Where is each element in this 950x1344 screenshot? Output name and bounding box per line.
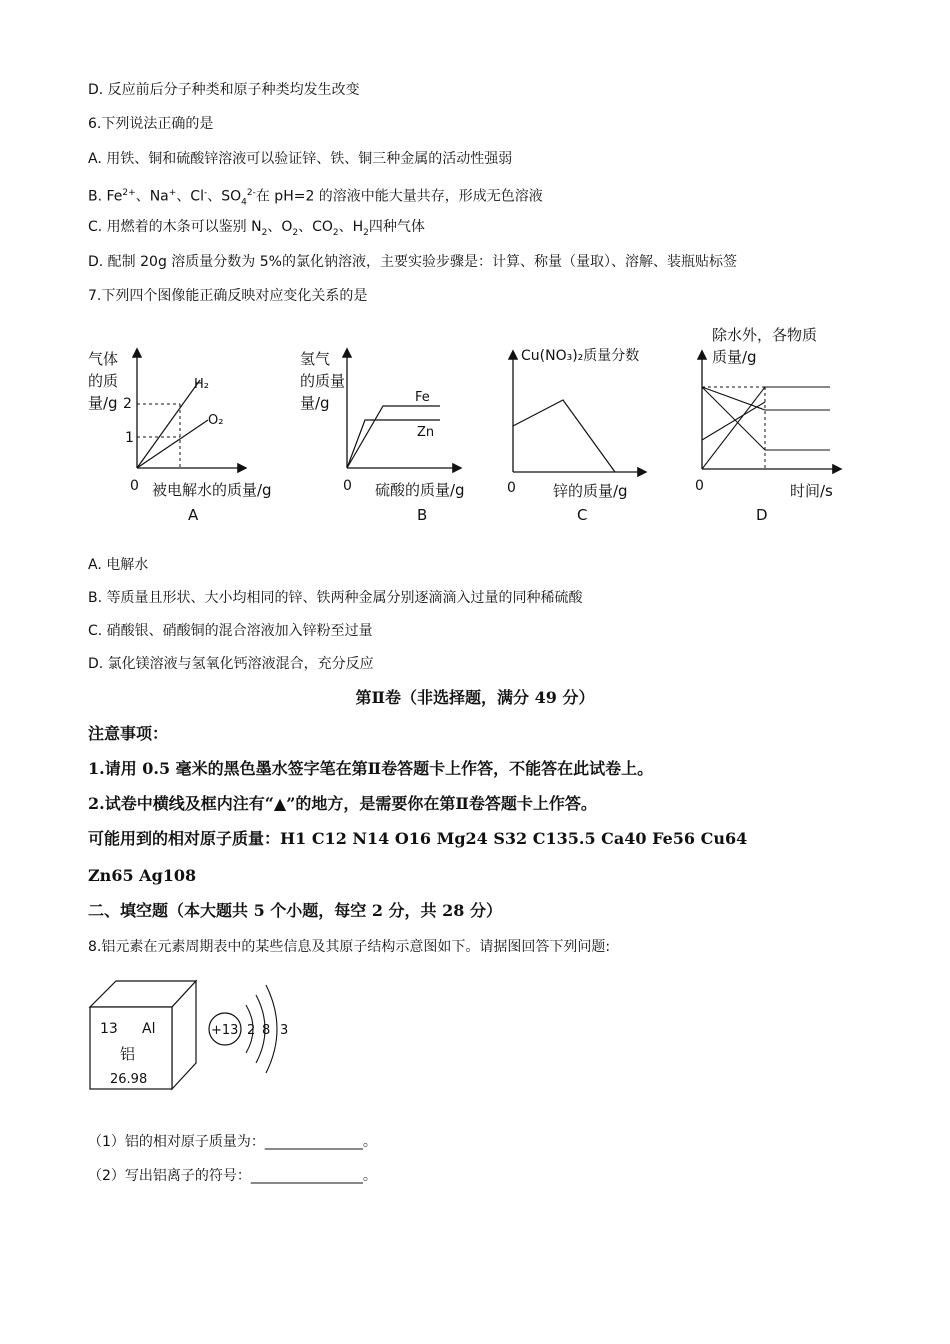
element-name: 铝 [120,1045,136,1063]
graph-d-origin: 0 [695,478,704,494]
notice-title: 注意事项： [88,724,169,743]
shell-3-electrons: 3 [280,1023,289,1038]
graph-b-series-fe: Fe [415,390,430,405]
graph-d [690,322,850,530]
graph-b-ylabel-3: 量/g [300,394,330,412]
aluminum-figure [88,975,308,1095]
graph-a-tick-1: 1 [125,430,134,446]
graph-b-ylabel-1: 氢气 [300,350,331,368]
graph-c-xlabel: 锌的质量/g [553,482,628,500]
q6-option-a: A. 用铁、铜和硫酸锌溶液可以验证锌、铁、铜三种金属的活动性强弱 [88,151,513,167]
graph-a-origin: 0 [130,478,139,494]
graph-a-caption: A [188,506,199,524]
graph-c-origin: 0 [507,480,516,496]
section-title: 二、填空题（本大题共 5 个小题，每空 2 分，共 28 分） [88,901,502,920]
graph-a-ylabel-2: 的质 [88,372,119,390]
graph-a-tick-2: 2 [123,396,132,412]
graph-c-caption: C [577,506,588,524]
graph-a [80,340,305,530]
q7-title: 7.下列四个图像能正确反映对应变化关系的是 [88,288,368,304]
graph-a-ylabel-1: 气体 [88,350,119,368]
notice-1: 1.请用 0.5 毫米的黑色墨水签字笔在第Ⅱ卷答题卡上作答，不能答在此试卷上。 [88,759,654,778]
q6-option-d: D. 配制 20g 溶质量分数为 5%的氯化钠溶液，主要实验步骤是：计算、称量（量取）、溶解、装瓶贴标签 [88,254,737,270]
element-mass: 26.98 [110,1072,148,1087]
nucleus-charge: +13 [211,1023,239,1038]
graph-d-ylabel-2: 质量/g [712,348,757,366]
q8-sub-1: （1）铝的相对原子质量为：______________。 [88,1134,377,1150]
graph-a-ylabel-3: 量/g [88,394,118,412]
element-number: 13 [100,1021,118,1037]
q6-option-c: C. 用燃着的木条可以鉴别 $N_2$、$O_2$、$CO_2$、$H_2$四种气体 [88,219,425,238]
atomic-masses-line-1: 可能用到的相对原子质量：H1 C12 N14 O16 Mg24 S32 C135.5 Ca40 Fe56 Cu64 [88,829,748,848]
graph-c-ylabel: Cu(NO₃)₂质量分数 [521,348,640,364]
shell-2-electrons: 8 [262,1023,271,1038]
notice-2: 2.试卷中横线及框内注有“▲”的地方，是需要你在第Ⅱ卷答题卡上作答。 [88,794,597,813]
graph-b-origin: 0 [343,478,352,494]
graph-b-xlabel: 硫酸的质量/g [375,481,465,499]
graph-d-xlabel: 时间/s [790,482,833,500]
graph-d-ylabel-1: 除水外，各物质 [712,326,818,344]
graph-b-series-zn: Zn [417,425,435,440]
shell-1-electrons: 2 [247,1023,256,1038]
q7-option-a: A. 电解水 [88,557,149,573]
graph-b [295,340,495,530]
part2-header: 第Ⅱ卷（非选择题，满分 49 分） [355,688,595,707]
q7-option-b: B. 等质量且形状、大小均相同的锌、铁两种金属分别逐滴滴入过量的同种稀硫酸 [88,590,583,606]
graph-a-series-h2: H₂ [194,377,209,392]
q5-option-d: D. 反应前后分子种类和原子种类均发生改变 [88,82,360,98]
q7-option-d: D. 氯化镁溶液与氢氧化钙溶液混合，充分反应 [88,656,374,672]
q7-option-c: C. 硝酸银、硝酸铜的混合溶液加入锌粉至过量 [88,623,373,639]
graph-a-series-o2: O₂ [208,413,224,428]
q8-sub-2: （2）写出铝离子的符号：________________。 [88,1168,377,1184]
graph-b-caption: B [417,506,428,524]
q6-option-b: B. $Fe^{2+}$、Na+、Cl-、$SO_4^{2-}$在 pH=2 的溶液中能大量共存，形成无色溶液 [88,188,543,208]
graph-c [495,340,685,530]
element-symbol: Al [142,1021,156,1037]
q8-title: 8.铝元素在元素周期表中的某些信息及其原子结构示意图如下。请据图回答下列问题: [88,939,611,955]
graph-a-xlabel: 被电解水的质量/g [152,481,272,499]
atomic-masses-line-2: Zn65 Ag108 [88,866,197,885]
graph-d-caption: D [756,506,768,524]
q6-title: 6.下列说法正确的是 [88,116,214,132]
graph-b-ylabel-2: 的质量 [300,372,346,390]
